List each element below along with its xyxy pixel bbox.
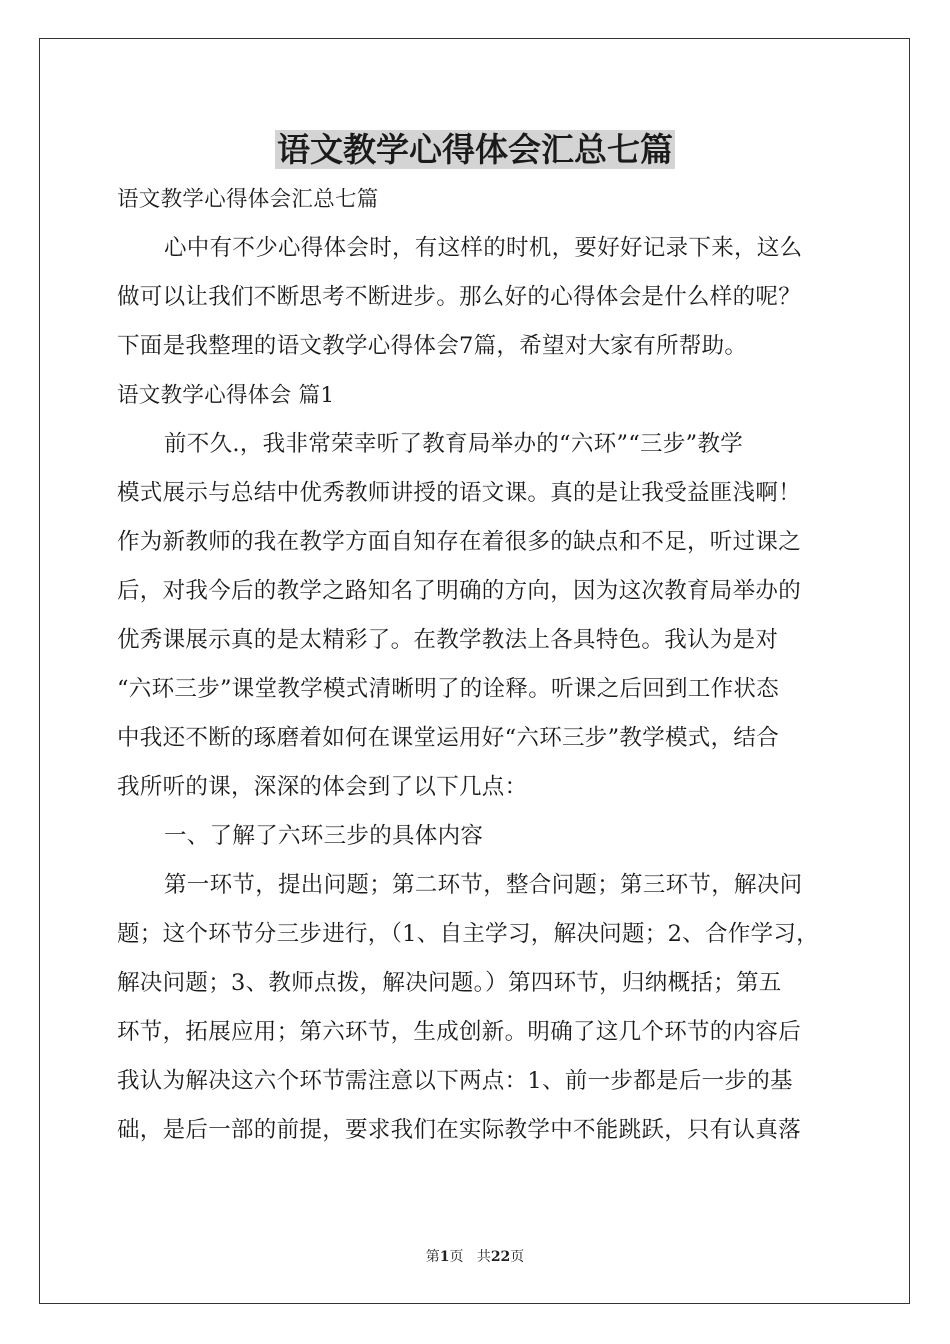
- paragraph-line: 优秀课展示真的是太精彩了。在教学教法上各具特色。我认为是对: [117, 627, 779, 653]
- paragraph-line: 做可以让我们不断思考不断进步。那么好的心得体会是什么样的呢？: [117, 284, 802, 310]
- paragraph-line: 前不久.，我非常荣幸听了教育局举办的“六环”“三步”教学: [164, 431, 744, 457]
- paragraph-line: 第一环节，提出问题；第二环节，整合问题；第三环节，解决问: [164, 872, 803, 898]
- paragraph-line: “六环三步”课堂教学模式清晰明了的诠释。听课之后回到工作状态: [117, 676, 780, 702]
- paragraph-line: 中我还不断的琢磨着如何在课堂运用好“六环三步”教学模式，结合: [117, 725, 780, 751]
- page-footer: [0, 1246, 950, 1266]
- paragraph-line: 后，对我今后的教学之路知名了明确的方向，因为这次教育局举办的: [117, 578, 802, 604]
- paragraph-line: 心中有不少心得体会时，有这样的时机，要好好记录下来，这么: [164, 235, 803, 261]
- footer-page-unit: 页: [449, 1249, 464, 1265]
- footer-total-unit: 页: [510, 1249, 525, 1265]
- paragraph-line: 作为新教师的我在教学方面自知存在着很多的缺点和不足，听过课之: [117, 529, 802, 555]
- paragraph-line: 模式展示与总结中优秀教师讲授的语文课。真的是让我受益匪浅啊！: [117, 480, 802, 506]
- footer-page-current: 1: [439, 1249, 450, 1265]
- document-title-text: 语文教学心得体会汇总七篇: [277, 130, 673, 169]
- footer-total-prefix: 共: [476, 1249, 491, 1265]
- document-body: [117, 175, 837, 1155]
- paragraph-line: 一、了解了六环三步的具体内容: [164, 823, 484, 849]
- footer-page-prefix: 第: [425, 1249, 440, 1265]
- paragraph-line: 我认为解决这六个环节需注意以下两点：1、前一步都是后一步的基: [117, 1068, 793, 1094]
- document-title: [0, 122, 950, 178]
- paragraph-line: 环节，拓展应用；第六环节，生成创新。明确了这几个环节的内容后: [117, 1019, 802, 1045]
- paragraph-line: 础，是后一部的前提，要求我们在实际教学中不能跳跃，只有认真落: [117, 1117, 802, 1143]
- section-heading: 语文教学心得体会汇总七篇: [117, 187, 379, 212]
- paragraph-line: 题；这个环节分三步进行，（1、自主学习，解决问题；2、合作学习，: [117, 921, 819, 947]
- paragraph-line: 下面是我整理的语文教学心得体会7篇，希望对大家有所帮助。: [117, 333, 748, 359]
- paragraph-line: 我所听的课，深深的体会到了以下几点：: [117, 774, 528, 800]
- footer-page-total: 22: [490, 1249, 511, 1265]
- paragraph-line: 解决问题；3、教师点拨，解决问题。）第四环节，归纳概括；第五: [117, 970, 782, 996]
- section-heading: 语文教学心得体会 篇1: [117, 383, 335, 408]
